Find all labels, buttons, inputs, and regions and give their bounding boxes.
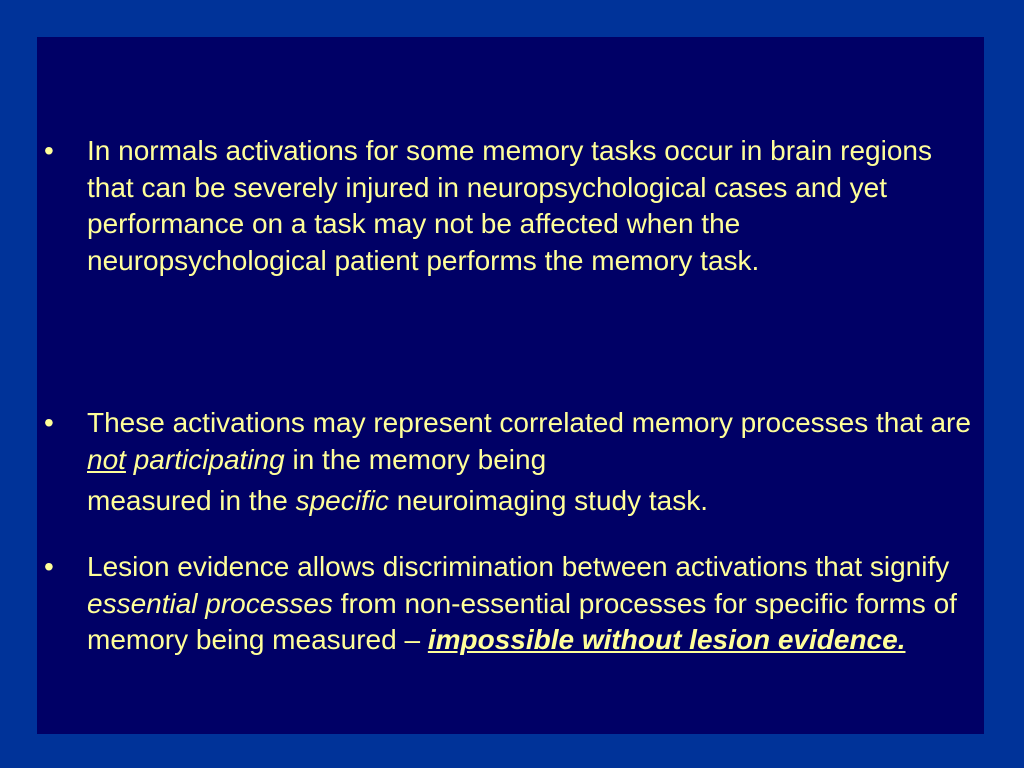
- bullet-2-text-a: These activations may represent correlated memory processes that are: [87, 407, 971, 438]
- bullet-marker: •: [44, 407, 54, 438]
- bullet-2-text-b: in the memory being: [284, 443, 547, 475]
- essential-processes-emphasis: essential processes: [87, 587, 333, 619]
- bullet-3-text-a: Lesion evidence allows discrimination between activations that signify: [87, 551, 950, 582]
- lesion-evidence-emphasis: impossible without lesion evidence.: [427, 624, 906, 655]
- bullet-3-text-b: from non-essential processes for specific forms of memory being measured –: [87, 587, 957, 655]
- not-emphasis: not: [87, 443, 126, 475]
- bullet-text-2: [87, 405, 972, 520]
- bullet-2-text-d: neuroimaging study task.: [388, 485, 709, 516]
- bullet-text-3: [87, 549, 972, 659]
- specific-emphasis: specific: [295, 485, 389, 516]
- slide-panel: [37, 37, 984, 734]
- participating-emphasis: participating: [133, 443, 285, 475]
- bullet-text-1: In normals activations for some memory tasks occur in brain regions that can be severely injured in neuropsychological cases and yet performance on a task may not be affected when the neuropsychological patient performs the memory task.: [87, 135, 932, 276]
- bullet-marker: •: [44, 135, 54, 166]
- bullet-marker: •: [44, 551, 54, 582]
- bullet-2-text-c: measured in the: [87, 485, 296, 516]
